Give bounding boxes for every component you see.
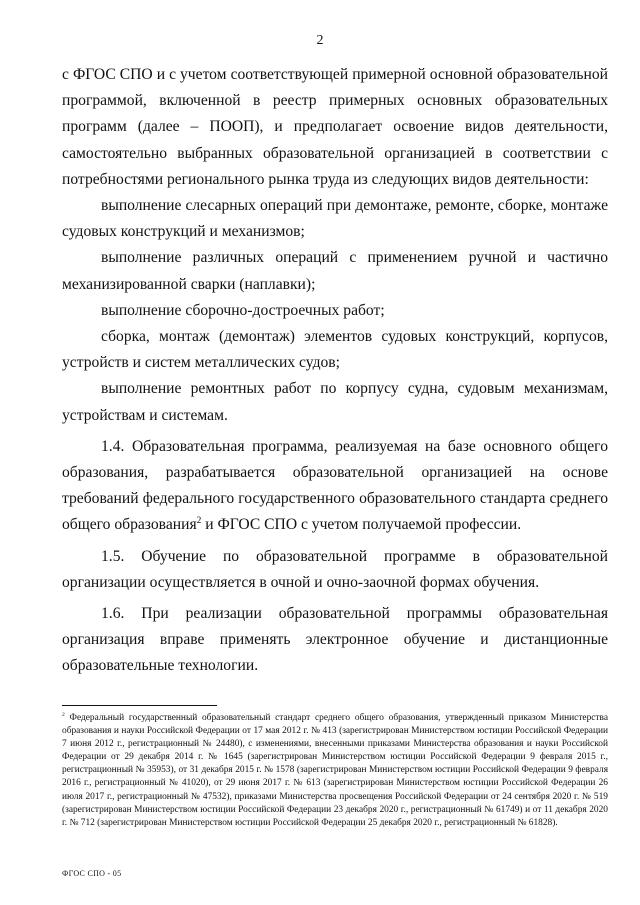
footnote-number: 2 (62, 711, 65, 718)
paragraph-1-5: 1.5. Обучение по образовательной программе в образовательной организации осуществляется в очной и очно-заочной формах обучения. (62, 547, 608, 591)
document-code: ФГОС СПО - 05 (62, 869, 122, 878)
list-item-activity: выполнение сборочно-достроечных работ; (101, 301, 385, 319)
paragraph-1-4-text: 1.4. Образовательная программа, реализуемая на базе основного общего образования, разрабатывается образовательной организацией на основе требований федерального государственного образовательного стандарта среднего общего образования (62, 437, 608, 534)
list-item-activity: сборка, монтаж (демонтаж) элементов судовых конструкций, корпусов, устройств и систем металлических судов; (62, 328, 608, 372)
list-item-activity: выполнение различных операций с применением ручной и частично механизированной сварки (наплавки); (62, 249, 608, 293)
paragraph-intro-continuation: с ФГОС СПО и с учетом соответствующей примерной основной образовательной программой, включенной в реестр примерных основных образовательных программ (далее – ПООП), и предполагает освоение видов деятельности, самостоятельно выбранных образовательной организацией в соответствии с потребностями регионального рынка труда из следующих видов деятельности: (62, 66, 608, 188)
footnote (62, 712, 608, 830)
paragraph-1-4-text-end: и ФГОС СПО с учетом получаемой профессии. (201, 516, 522, 534)
list-item-activity: выполнение слесарных операций при демонтаже, ремонте, сборке, монтаже судовых конструкций и механизмов; (62, 197, 608, 241)
paragraph-1-4 (62, 434, 608, 539)
footnote-divider (62, 705, 217, 706)
paragraph-1-6: 1.6. При реализации образовательной программы образовательная организация вправе применять электронное обучение и дистанционные образовательные технологии. (62, 605, 608, 675)
footnote-text: Федеральный государственный образовательный стандарт среднего общего образования, утвержденный приказом Министерства образования и науки Российской Федерации от 17 мая 2012 г. № 413 (зарегистрирован Министерством юстиции Российской Федерации 7 июня 2012 г., регистрационный № 24480), с изменениями, внесенными приказами Министерства образования и науки Российской Федерации от 29 декабря 2014 г. № 1645 (зарегистрирован Министерством юстиции Российской Федерации 9 февраля 2015 г., регистрационный № 35953), от 31 декабря 2015 г. № 1578 (зарегистрирован Министерством юстиции Российской Федерации 9 февраля 2016 г., регистрационный № 41020), от 29 июня 2017 г. № 613 (зарегистрирован Министерством юстиции Российской Федерации 26 июля 2017 г., регистрационный № 47532), приказами Министерства просвещения Российской Федерации от 24 сентября 2020 г. № 519 (зарегистрирован Министерством юстиции Российской Федерации 23 декабря 2020 г., регистрационный № 61749) и от 11 декабря 2020 г. № 712 (зарегистрирован Министерством юстиции Российской Федерации 25 декабря 2020 г., регистрационный № 61828). (62, 713, 608, 828)
list-item-activity: выполнение ремонтных работ по корпусу судна, судовым механизмам, устройствам и системам. (62, 380, 608, 424)
page-number: 2 (316, 33, 324, 48)
footnote-reference[interactable]: 2 (196, 516, 202, 527)
body-text (62, 62, 608, 680)
